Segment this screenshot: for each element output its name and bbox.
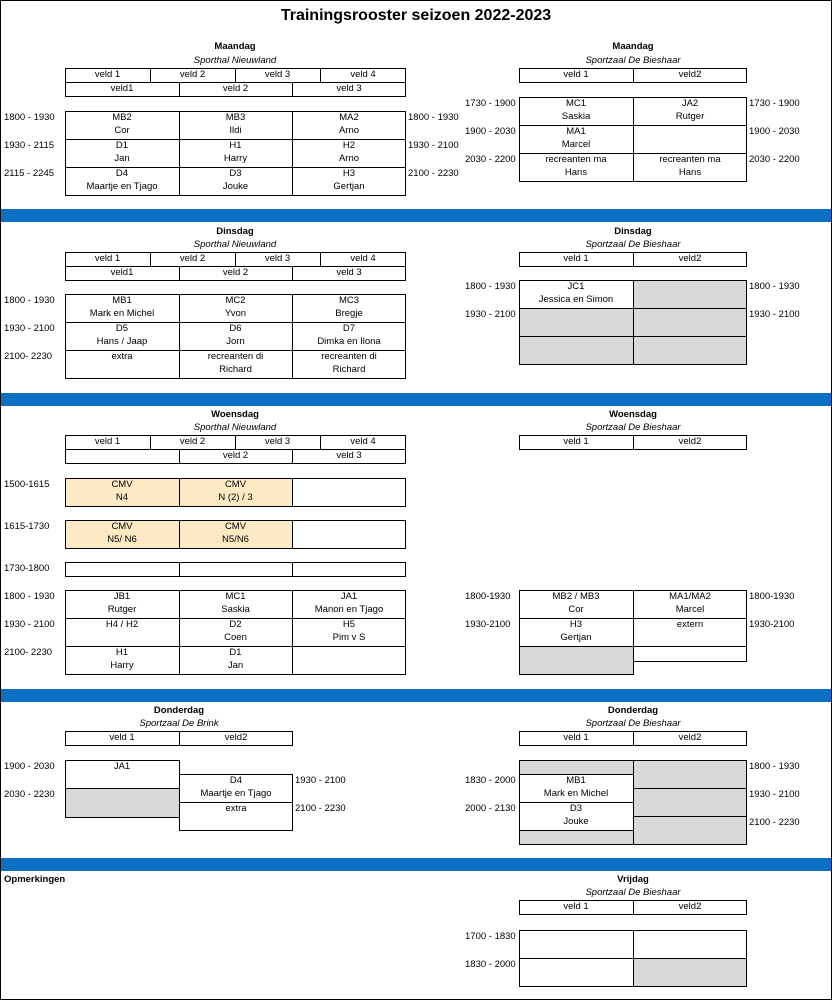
team-code: JA1 xyxy=(113,761,131,772)
veld-label: veld 3 xyxy=(336,83,362,94)
trainer-name: Hans xyxy=(564,167,588,178)
trainer-name: Jessica en Simon xyxy=(538,294,614,305)
time-slot: 1830 - 2000 xyxy=(465,775,516,786)
team-code: MB2 xyxy=(112,112,132,123)
time-slot: 2030 - 2200 xyxy=(465,154,516,165)
time-slot: 2115 - 2245 xyxy=(4,168,55,179)
time-slot: 1800 - 1930 xyxy=(408,112,459,123)
trainer-name: Hans xyxy=(678,167,702,178)
section-divider xyxy=(1,209,831,222)
veld-label: veld 4 xyxy=(350,69,376,80)
team-code: extra xyxy=(225,803,247,814)
trainer-name: Saskia xyxy=(561,111,591,122)
team-code: recreanten ma xyxy=(545,154,607,165)
donderdag-bieshaar-venue: Sportzaal De Bieshaar xyxy=(585,718,681,729)
veld-label: veld2 xyxy=(678,732,702,743)
trainer-name: N4 xyxy=(115,492,129,503)
veld-label: veld2 xyxy=(678,901,702,912)
team-code: CMV xyxy=(224,479,247,490)
time-slot: 1900 - 2030 xyxy=(749,126,800,137)
trainer-name: N5/ N6 xyxy=(107,534,137,545)
trainer-name: Jouke xyxy=(222,181,249,192)
woensdag-bieshaar-venue: Sportzaal De Bieshaar xyxy=(585,422,681,433)
veld-label: veld 1 xyxy=(563,253,589,264)
trainer-name: Ildi xyxy=(229,125,242,136)
team-code: MB1 xyxy=(566,775,586,786)
time-slot: 2100 - 2230 xyxy=(408,168,459,179)
team-code: D1 xyxy=(115,140,129,151)
time-slot: 1930 - 2100 xyxy=(408,140,459,151)
team-code: recreanten di xyxy=(321,351,377,362)
veld-label: veld 4 xyxy=(350,436,376,447)
trainer-name: Maartje en Tjago xyxy=(86,181,158,192)
time-slot: 1930 - 2100 xyxy=(465,309,516,320)
maandag-nieuwland-venue: Sporthal Nieuwland xyxy=(193,55,277,66)
team-code: JB1 xyxy=(113,591,131,602)
veld-label: veld 3 xyxy=(264,253,291,264)
donderdag-bieshaar-day: Donderdag xyxy=(607,705,659,716)
maandag-bieshaar-venue: Sportzaal De Bieshaar xyxy=(585,55,681,66)
team-code: recreanten di xyxy=(207,351,264,362)
time-slot: 2030 - 2230 xyxy=(4,789,55,800)
veld-label: veld 1 xyxy=(109,732,135,743)
veld-label: veld 1 xyxy=(563,901,589,912)
trainer-name: Cor xyxy=(114,125,130,136)
team-code: extern xyxy=(676,619,704,630)
veld-label: veld2 xyxy=(678,69,702,80)
trainer-name: Mark en Michel xyxy=(543,788,609,799)
team-code: extra xyxy=(111,351,133,362)
veld-label: veld 2 xyxy=(179,69,206,80)
team-code: H4 / H2 xyxy=(105,619,139,630)
dinsdag-nieuwland-day: Dinsdag xyxy=(216,226,254,237)
veld-label: veld 3 xyxy=(336,267,362,278)
trainer-name: Saskia xyxy=(221,604,250,615)
time-slot: 1930-2100 xyxy=(749,619,795,630)
veld-label: veld 3 xyxy=(264,436,291,447)
time-slot: 1930 - 2100 xyxy=(295,775,346,786)
trainer-name: Gertjan xyxy=(333,181,365,192)
team-code: MC3 xyxy=(338,295,360,306)
trainer-name: Jorn xyxy=(226,336,245,347)
team-code: MC1 xyxy=(565,98,587,109)
time-slot: 1800 - 1930 xyxy=(4,591,55,602)
section-divider xyxy=(1,858,831,871)
team-code: H2 xyxy=(342,140,356,151)
section-divider xyxy=(1,689,831,702)
team-code: D3 xyxy=(569,803,583,814)
time-slot: 1730 - 1900 xyxy=(749,98,800,109)
team-code: H1 xyxy=(229,140,242,151)
empty-slot-row xyxy=(65,562,406,577)
trainer-name: N5/N6 xyxy=(222,534,249,545)
veld-label: veld 1 xyxy=(563,436,589,447)
veld-label: veld2 xyxy=(678,253,702,264)
veld-label: veld 1 xyxy=(94,436,121,447)
team-code: recreanten ma xyxy=(659,154,721,165)
team-code: CMV xyxy=(224,521,247,532)
woensdag-bieshaar-day: Woensdag xyxy=(609,409,657,420)
team-code: MA1 xyxy=(566,126,586,137)
veld-label: veld2 xyxy=(678,436,702,447)
time-slot: 1615-1730 xyxy=(4,521,50,532)
veld-label: veld 1 xyxy=(94,253,121,264)
team-code: MC1 xyxy=(225,591,246,602)
trainer-name: Hans / Jaap xyxy=(96,336,148,347)
veld-label: veld 3 xyxy=(336,450,362,461)
veld-label: veld 3 xyxy=(264,69,291,80)
time-slot: 1930 - 2100 xyxy=(749,789,800,800)
donderdag-brink-day: Donderdag xyxy=(153,705,205,716)
veld-label: veld 1 xyxy=(94,69,121,80)
trainer-name: Gertjan xyxy=(560,632,592,643)
team-code: MA2 xyxy=(339,112,359,123)
veld-label: veld 1 xyxy=(563,732,589,743)
trainer-name: N (2) / 3 xyxy=(218,492,253,503)
team-code: D4 xyxy=(115,168,129,179)
time-slot: 2030 - 2200 xyxy=(749,154,800,165)
team-code: D2 xyxy=(229,619,242,630)
team-code: D7 xyxy=(342,323,356,334)
time-slot: 2100 - 2230 xyxy=(295,803,346,814)
time-slot: 1930 - 2100 xyxy=(749,309,800,320)
maandag-nieuwland-day: Maandag xyxy=(214,41,256,52)
time-slot: 1930 - 2115 xyxy=(4,140,55,151)
veld-label: veld 2 xyxy=(179,436,206,447)
trainer-name: Harry xyxy=(223,153,248,164)
time-slot: 1830 - 2000 xyxy=(465,959,516,970)
time-slot: 1800 - 1930 xyxy=(4,112,55,123)
time-slot: 1700 - 1830 xyxy=(465,931,516,942)
trainer-name: Rutger xyxy=(107,604,137,615)
remarks-heading: Opmerkingen xyxy=(4,874,66,885)
time-slot: 1800-1930 xyxy=(465,591,511,602)
trainer-name: Pim v S xyxy=(332,632,366,643)
team-code: MC2 xyxy=(225,295,246,306)
veld-label: veld 2 xyxy=(222,83,249,94)
trainer-name: Maartje en Tjago xyxy=(200,788,272,799)
team-code: H1 xyxy=(115,647,129,658)
section-divider xyxy=(1,393,831,406)
team-code: JA1 xyxy=(340,591,358,602)
team-code: D3 xyxy=(229,168,242,179)
trainer-name: Jouke xyxy=(563,816,589,827)
trainer-name: Arno xyxy=(338,153,360,164)
team-code: D6 xyxy=(229,323,242,334)
page-title: Trainingsrooster seizoen 2022-2023 xyxy=(280,7,552,24)
time-slot: 1900 - 2030 xyxy=(465,126,516,137)
team-code: H3 xyxy=(342,168,356,179)
trainer-name: Marcel xyxy=(561,139,591,150)
trainer-name: Marcel xyxy=(675,604,705,615)
dinsdag-bieshaar-day: Dinsdag xyxy=(614,226,652,237)
trainer-name: Manon en Tjago xyxy=(314,604,384,615)
time-slot: 1930 - 2100 xyxy=(4,323,55,334)
trainer-name: Yvon xyxy=(224,308,247,319)
time-slot: 1800 - 1930 xyxy=(465,281,516,292)
time-slot: 1930 - 2100 xyxy=(4,619,55,630)
veld-label: veld 2 xyxy=(222,450,249,461)
veld-label: veld 2 xyxy=(179,253,206,264)
maandag-bieshaar-day: Maandag xyxy=(612,41,654,52)
team-code: D5 xyxy=(115,323,129,334)
time-slot: 1730-1800 xyxy=(4,563,50,574)
time-slot: 1500-1615 xyxy=(4,479,50,490)
time-slot: 1800 - 1930 xyxy=(749,761,800,772)
time-slot: 1800 - 1930 xyxy=(4,295,55,306)
trainer-name: Mark en Michel xyxy=(89,308,155,319)
time-slot: 2100- 2230 xyxy=(4,647,53,658)
time-slot: 2100 - 2230 xyxy=(749,817,800,828)
trainer-name: Rutger xyxy=(675,111,705,122)
time-slot: 1900 - 2030 xyxy=(4,761,55,772)
vrijdag-day: Vrijdag xyxy=(617,874,649,885)
trainer-name: Harry xyxy=(110,660,134,671)
trainer-name: Jan xyxy=(227,660,244,671)
veld-label: veld 2 xyxy=(222,267,249,278)
time-slot: 1730 - 1900 xyxy=(465,98,516,109)
team-code: H3 xyxy=(569,619,583,630)
team-code: MB1 xyxy=(112,295,132,306)
team-code: JC1 xyxy=(567,281,585,292)
veld-label: veld1 xyxy=(110,267,134,278)
team-code: CMV xyxy=(111,479,133,490)
team-code: D1 xyxy=(229,647,242,658)
veld-label: veld 4 xyxy=(350,253,376,264)
time-slot: 2100- 2230 xyxy=(4,351,53,362)
team-code: JA2 xyxy=(681,98,699,109)
trainer-name: Dimka en Ilona xyxy=(317,336,381,347)
veld-label: veld 1 xyxy=(563,69,589,80)
trainer-name: Cor xyxy=(568,604,584,615)
team-code: MA1/MA2 xyxy=(669,591,711,602)
woensdag-nieuwland-venue: Sporthal Nieuwland xyxy=(193,422,277,433)
trainer-name: Richard xyxy=(332,364,366,375)
time-slot: 2000 - 2130 xyxy=(465,803,516,814)
team-code: MB3 xyxy=(225,112,246,123)
team-code: H5 xyxy=(342,619,356,630)
veld-label: veld2 xyxy=(224,732,248,743)
vrijdag-venue: Sportzaal De Bieshaar xyxy=(585,887,681,898)
woensdag-nieuwland-day: Woensdag xyxy=(211,409,259,420)
time-slot: 1800 - 1930 xyxy=(749,281,800,292)
trainer-name: Arno xyxy=(338,125,360,136)
veld-label: veld1 xyxy=(110,83,134,94)
team-code: CMV xyxy=(111,521,133,532)
donderdag-brink-venue: Sportzaal De Brink xyxy=(139,718,219,729)
team-code: MB2 / MB3 xyxy=(552,591,600,602)
team-code: D4 xyxy=(229,775,243,786)
time-slot: 1800-1930 xyxy=(749,591,795,602)
trainer-name: Richard xyxy=(219,364,252,375)
time-slot: 1930-2100 xyxy=(465,619,511,630)
trainer-name: Jan xyxy=(114,153,130,164)
trainer-name: Bregje xyxy=(335,308,363,319)
trainer-name: Coen xyxy=(224,632,247,643)
dinsdag-nieuwland-venue: Sporthal Nieuwland xyxy=(193,239,277,250)
dinsdag-bieshaar-venue: Sportzaal De Bieshaar xyxy=(585,239,681,250)
